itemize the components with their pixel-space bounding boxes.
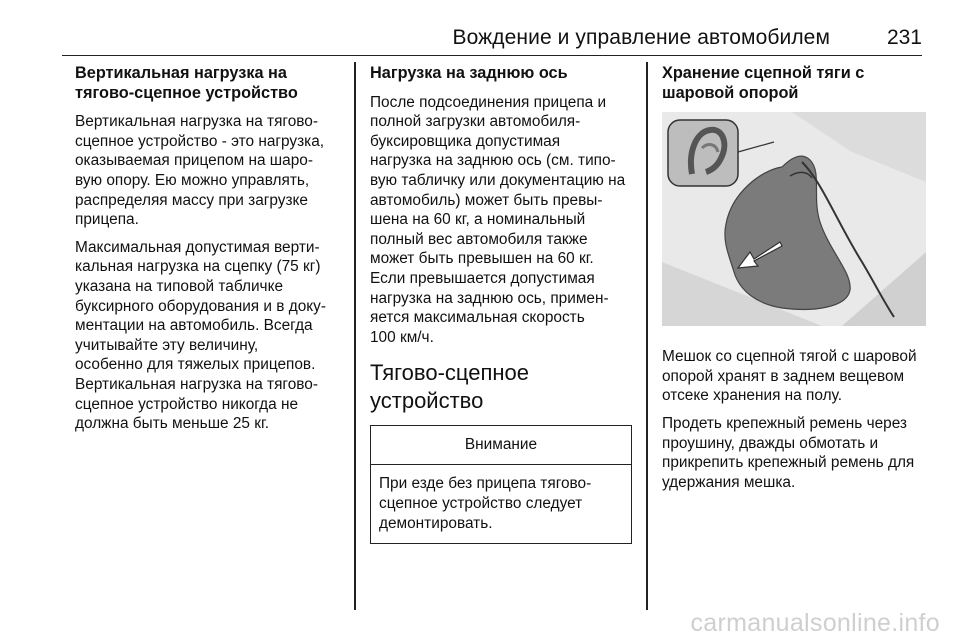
- column-divider-1: [354, 62, 356, 610]
- section-title-towing-device: Тягово-сцепное устройство: [370, 360, 530, 414]
- section-heading-rear-axle-load: Нагрузка на заднюю ось: [370, 64, 568, 82]
- paragraph: Мешок со сцепной тягой с шаровой опорой хранят в заднем вещевом отсеке хранения на полу.: [662, 348, 917, 405]
- section-heading-storage: Хранение сцепной тяги с шаровой опорой: [662, 64, 865, 102]
- warning-box: [370, 425, 632, 544]
- paragraph: После подсоединения прицепа и полной загрузки автомобиля- буксировщика допустимая нагрузка на заднюю ось (см. типо- вую табличку или документацию на автомобиль) может быть превы- шена на 60 кг, а номинальный полный вес автомобиля также может быть превышен на 60 кг. Если превышается допустимая нагрузка на заднюю ось, примен- яется максимальная скорость 100 км/ч.: [370, 93, 626, 346]
- watermark: carmanualsonline.info: [690, 609, 940, 637]
- paragraph: Вертикальная нагрузка на тягово- сцепное устройство - это нагрузка, оказываемая прицепом на шаро- вую опору. Ею можно управлять, распределяя массу при загрузке прицепа.: [75, 113, 325, 229]
- column-1: [75, 64, 347, 442]
- header-title: Вождение и управление автомобилем: [452, 26, 830, 49]
- warning-title: Внимание: [371, 426, 631, 465]
- header-divider: [62, 55, 922, 57]
- page-header: [62, 22, 922, 56]
- warning-body: При езде без прицепа тягово- сцепное устройство следует демонтировать.: [379, 475, 592, 532]
- column-3: [662, 64, 928, 500]
- paragraph: Максимальная допустимая верти- кальная нагрузка на сцепку (75 кг) указана на типовой табличке буксирного оборудования и в доку- ментации на автомобиль. Всегда учитывайте эту величину, особенно для тяжелых прицепов. Вертикальная нагрузка на тягово- сцепное устройство никогда не должна быть меньше 25 кг.: [75, 238, 327, 433]
- page-number: 231: [886, 26, 922, 49]
- paragraph: Продеть крепежный ремень через проушину, дважды обмотать и прикрепить крепежный ремень для удержания мешка.: [662, 414, 915, 491]
- column-2: [370, 64, 636, 544]
- section-heading-vertical-load: Вертикальная нагрузка на тягово-сцепное устройство: [75, 64, 298, 102]
- column-divider-2: [646, 62, 648, 610]
- illustration-bag-storage: [662, 112, 926, 326]
